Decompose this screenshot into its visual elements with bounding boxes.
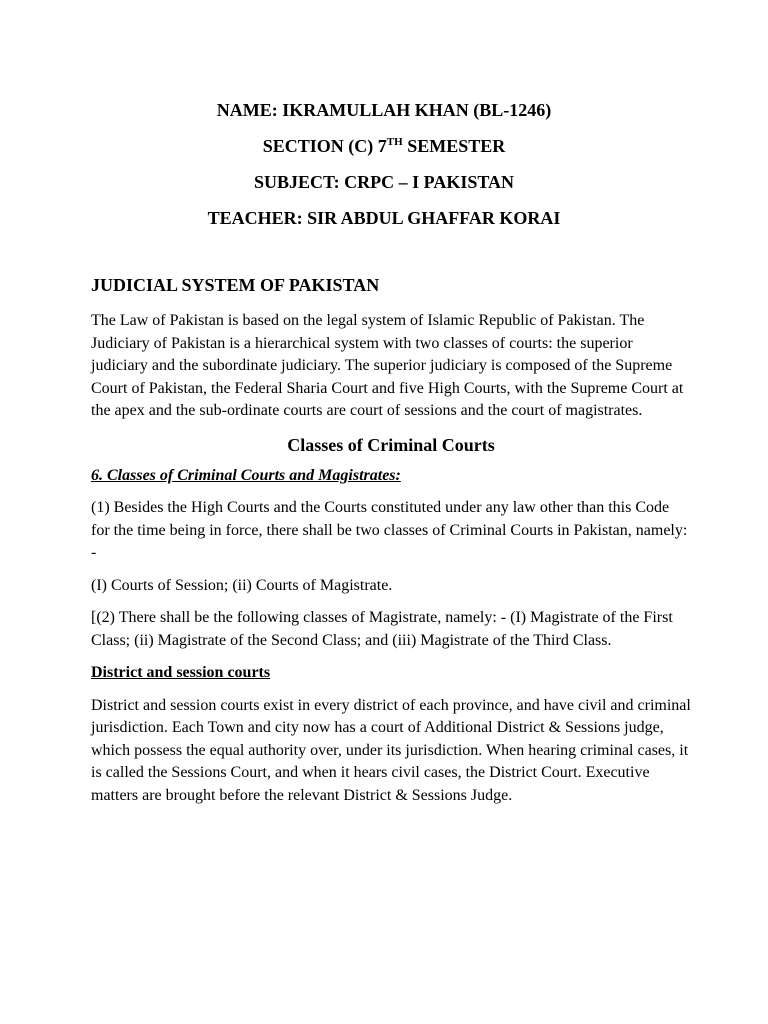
district-courts-title: District and session courts <box>91 664 271 681</box>
district-courts-paragraph: District and session courts exist in every district of each province, and have civil and criminal jurisdiction. Each Town and city now has a court of Additional District & Sessions judge, which possess the equal authority over, under its jurisdiction. When hearing criminal cases, it is called the Sessions Court, and when it hears civil cases, the District Court. Executive matters are brought before the relevant District & Sessions Judge. <box>91 696 691 804</box>
paragraph-2: (I) Courts of Session; (ii) Courts of Magistrate. <box>91 576 393 594</box>
section-prefix: SECTION (C) 7 <box>262 136 387 156</box>
paragraph-3: [(2) There shall be the following classes of Magistrate, namely: - (I) Magistrate of the First Class; (ii) Magistrate of the Second Class; and (iii) Magistrate of the Third Class. <box>91 609 673 649</box>
teacher-line: TEACHER: SIR ABDUL GHAFFAR KORAI <box>207 208 561 228</box>
subject-line: SUBJECT: CRPC – I PAKISTAN <box>253 172 515 192</box>
paragraph-1: (1) Besides the High Courts and the Courts constituted under any law other than this Code for the time being in force, there shall be two classes of Criminal Courts in Pakistan, namely: - <box>91 499 688 561</box>
section-superscript: TH <box>386 136 403 148</box>
classes-heading: Classes of Criminal Courts <box>287 434 495 455</box>
document-header <box>0 92 768 236</box>
main-heading: JUDICIAL SYSTEM OF PAKISTAN <box>91 275 380 295</box>
document-body <box>91 272 691 817</box>
section-6-title: 6. Classes of Criminal Courts and Magistrates: <box>91 466 401 484</box>
section-suffix: SEMESTER <box>402 136 506 156</box>
student-name-line: NAME: IKRAMULLAH KHAN (BL-1246) <box>216 100 552 120</box>
intro-paragraph: The Law of Pakistan is based on the legal system of Islamic Republic of Pakistan. The Judiciary of Pakistan is a hierarchical system with two classes of courts: the superior judiciary and the subordinate judiciary. The superior judiciary is composed of the Supreme Court of Pakistan, the Federal Sharia Court and five High Courts, with the Supreme Court at the apex and the sub-ordinate courts are court of sessions and the court of magistrates. <box>91 312 684 419</box>
section-line <box>0 128 768 164</box>
